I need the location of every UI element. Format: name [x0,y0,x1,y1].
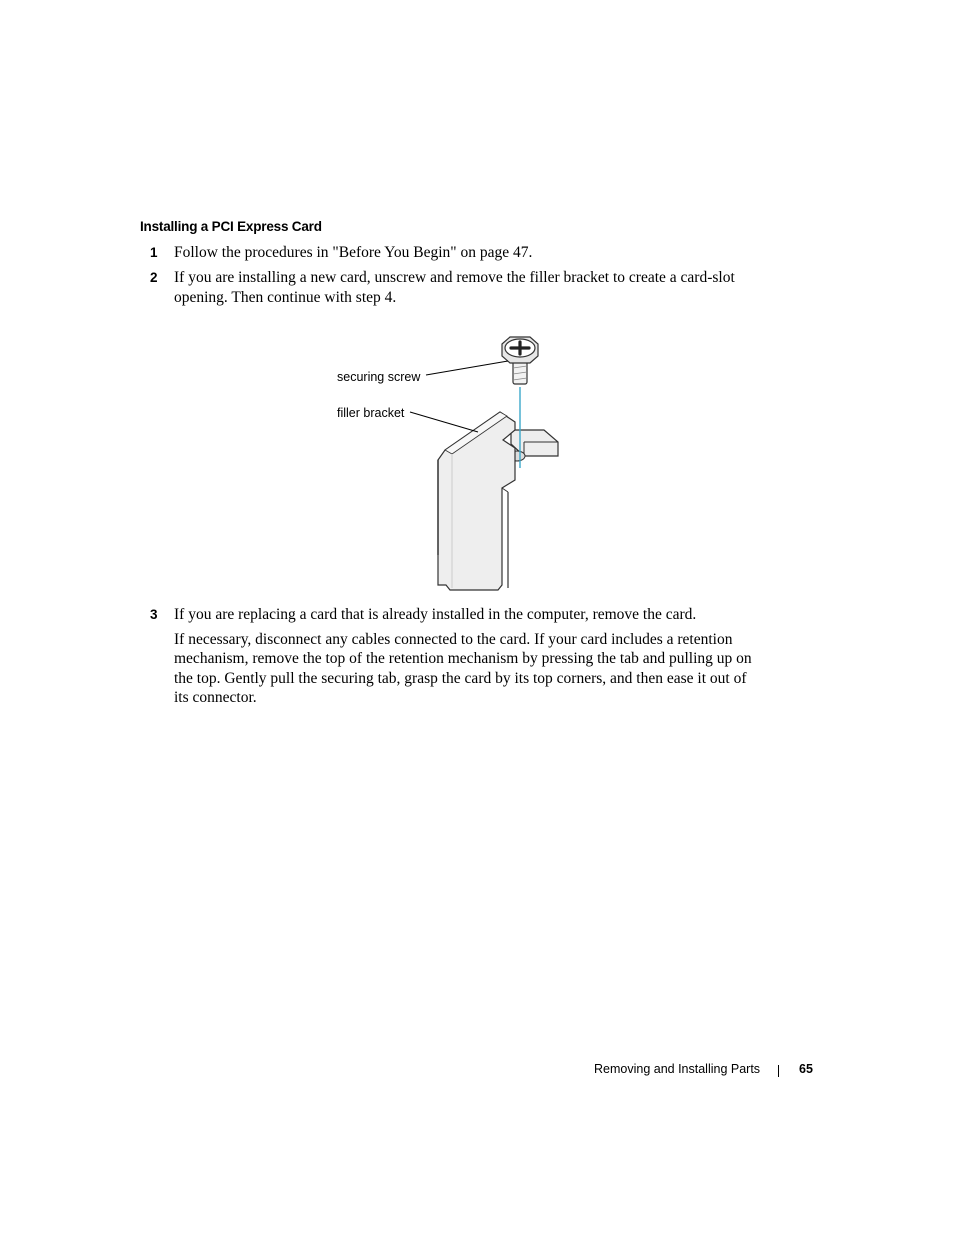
step-2 [150,268,760,307]
footer-separator [778,1065,779,1077]
step-number: 2 [150,270,158,285]
footer-section-title: Removing and Installing Parts [594,1062,761,1076]
step-number: 1 [150,245,158,260]
step-text: If you are replacing a card that is already installed in the computer, remove the card. [174,606,697,623]
step-body [174,268,760,307]
securing-screw-callout: securing screw [337,370,421,384]
filler-bracket-icon [438,412,558,590]
step-body [174,243,760,263]
step-text: If you are installing a new card, unscrew and remove the filler bracket to create a card-slot opening. Then continue with step 4. [174,269,735,306]
step-number: 3 [150,607,158,622]
step-text: Follow the procedures in "Before You Begin" on page 47. [174,244,533,261]
step-text: If necessary, disconnect any cables connected to the card. If your card includes a retention mechanism, remove the top of the retention mechanism by pressing the tab and pulling up on the top. Gently pull the securing tab, grasp the card by its top corners, and then ease it out of its connector. [174,630,752,706]
screw-icon [502,337,538,384]
step-body [174,605,760,708]
filler-bracket-figure [330,330,570,592]
step-3 [150,605,760,708]
filler-bracket-leader [410,412,478,432]
filler-bracket-callout: filler bracket [337,406,405,420]
step-1 [150,243,760,263]
section-heading: Installing a PCI Express Card [140,219,322,234]
securing-screw-leader [426,361,508,375]
page-number: 65 [799,1062,813,1076]
